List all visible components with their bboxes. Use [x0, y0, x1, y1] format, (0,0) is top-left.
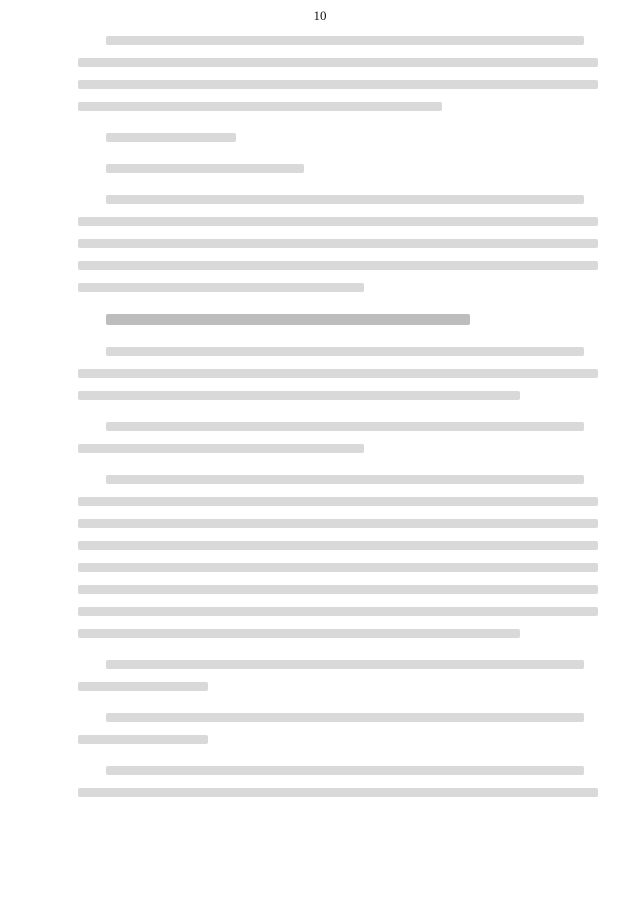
page-number: 10 [313, 8, 327, 23]
paragraph [78, 347, 598, 400]
text-line-placeholder [78, 283, 364, 292]
text-line-placeholder [78, 58, 598, 67]
text-line-placeholder [106, 713, 584, 722]
paragraph [78, 713, 598, 744]
paragraph [78, 660, 598, 691]
text-line-placeholder [78, 217, 598, 226]
text-line-placeholder [78, 563, 598, 572]
paragraph [78, 422, 598, 453]
paragraph [78, 195, 598, 292]
text-line-placeholder [106, 422, 584, 431]
text-line-placeholder [106, 133, 236, 142]
text-line-placeholder [78, 607, 598, 616]
document-body [78, 36, 598, 819]
text-line-placeholder [106, 195, 584, 204]
text-line-placeholder [78, 519, 598, 528]
text-line-placeholder [78, 541, 598, 550]
text-line-placeholder [78, 629, 520, 638]
text-line-placeholder [78, 102, 442, 111]
text-line-placeholder [78, 444, 364, 453]
text-line-placeholder [78, 369, 598, 378]
text-line-placeholder [106, 164, 304, 173]
text-line-placeholder [106, 766, 584, 775]
text-line-placeholder [78, 80, 598, 89]
text-line-placeholder [106, 347, 584, 356]
text-line-placeholder [78, 391, 520, 400]
text-line-placeholder [106, 660, 584, 669]
text-line-placeholder [106, 475, 584, 484]
text-line-placeholder [78, 585, 598, 594]
paragraph [78, 475, 598, 638]
text-line-placeholder [78, 239, 598, 248]
text-line-placeholder [78, 497, 598, 506]
text-line-placeholder [78, 788, 598, 797]
text-line-placeholder [106, 36, 584, 45]
text-line-placeholder [78, 682, 208, 691]
section-heading [78, 314, 598, 325]
text-line-placeholder [78, 261, 598, 270]
paragraph [78, 133, 598, 142]
text-line-placeholder [78, 735, 208, 744]
heading-line-placeholder [106, 314, 470, 325]
paragraph [78, 164, 598, 173]
paragraph [78, 766, 598, 797]
paragraph [78, 36, 598, 111]
